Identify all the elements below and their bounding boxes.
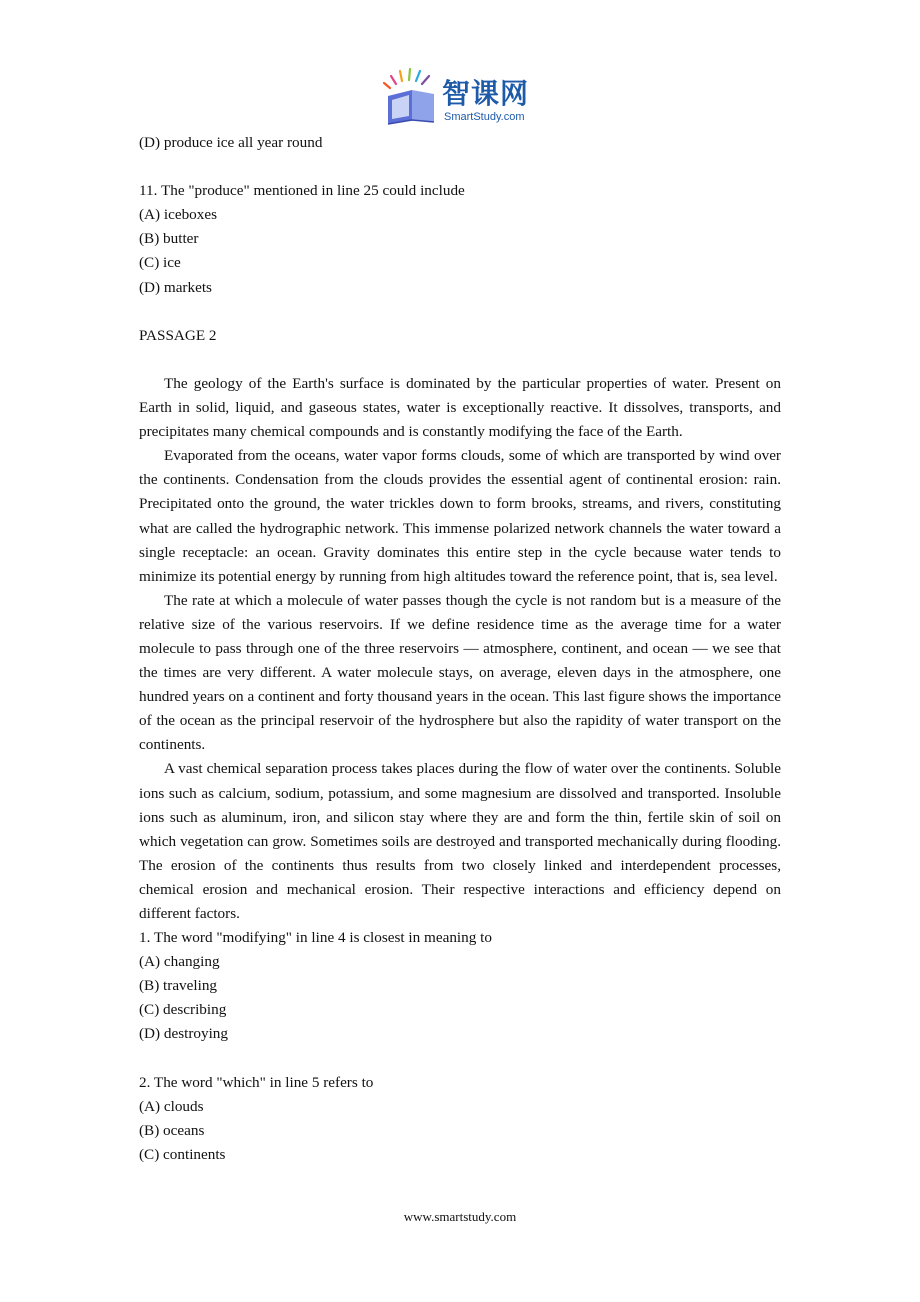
question-2 — [139, 1071, 781, 1167]
answer-option: (C) continents — [139, 1145, 226, 1163]
passage-text — [139, 372, 781, 926]
answer-option: (B) butter — [139, 230, 199, 248]
document-body — [139, 131, 781, 1167]
question-stem: 2. The word "which" in line 5 refers to — [139, 1073, 374, 1091]
answer-option: (A) changing — [139, 953, 220, 971]
answer-option: (C) describing — [139, 1001, 227, 1019]
question-stem: 11. The "produce" mentioned in line 25 could include — [139, 182, 465, 200]
q10-option-d: (D) produce ice all year round — [139, 134, 323, 151]
answer-option: (D) destroying — [139, 1025, 228, 1043]
answer-option: (B) oceans — [139, 1121, 205, 1139]
passage-heading: PASSAGE 2 — [139, 326, 217, 344]
question-1 — [139, 926, 781, 1046]
footer-url[interactable]: www.smartstudy.com — [403, 1209, 517, 1224]
passage-paragraph: Evaporated from the oceans, water vapor forms clouds, some of which are transported by wind over the continents. Condensation from the clouds provides the essential agent of continental erosion: rain. Precipitated onto the ground, the water trickles down to form brooks, streams, and rivers, constituting what are called the hydrographic network. This immense polarized network channels the water toward a single receptacle: an ocean. Gravity dominates this entire step in the cycle because water tends to minimize its potential energy by running from high altitudes toward the reference point, that is, sea level. — [139, 447, 781, 585]
book-logo-icon — [382, 64, 444, 128]
question-11 — [139, 179, 781, 299]
logo-english-text: SmartStudy.com — [444, 111, 525, 123]
answer-option: (D) markets — [139, 278, 212, 296]
passage-paragraph: The geology of the Earth's surface is dominated by the particular properties of water. Present on Earth in solid, liquid, and gaseous states, water is exceptionally reactive. It dissolves, transports, and precipitates many chemical compounds and is constantly modifying the face of the Earth. — [139, 374, 781, 441]
logo-chinese-text: 智课网 — [442, 77, 530, 110]
passage-paragraph: The rate at which a molecule of water passes though the cycle is not random but is a measure of the relative size of the various reservoirs. If we define residence time as the average time for a water molecule to pass through one of the three reservoirs — atmosphere, continent, and ocean — we see that the times are very different. A water molecule stays, on average, eleven days in the atmosphere, one hundred years on a continent and forty thousand years in the ocean. This last figure shows the importance of the ocean as the principal reservoir of the hydrosphere but also the rapidity of water transport on the continents. — [139, 591, 781, 754]
answer-option: (B) traveling — [139, 977, 218, 995]
question-stem: 1. The word "modifying" in line 4 is closest in meaning to — [139, 929, 492, 947]
smartstudy-logo — [382, 64, 542, 128]
answer-option: (A) iceboxes — [139, 206, 218, 224]
passage-paragraph: A vast chemical separation process takes places during the flow of water over the continents. Soluble ions such as calcium, sodium, potassium, and some magnesium are dissolved and transported. Insoluble ions such as aluminum, iron, and silicon stay where they are and form the thin, fertile skin of soil on which vegetation can grow. Sometimes soils are destroyed and transported mechanically during flooding. The erosion of the continents thus results from two closely linked and interdependent processes, chemical erosion and mechanical erosion. Their respective interactions and efficiency depend on different factors. — [139, 760, 781, 922]
answer-option: (A) clouds — [139, 1097, 204, 1115]
answer-option: (C) ice — [139, 254, 181, 272]
